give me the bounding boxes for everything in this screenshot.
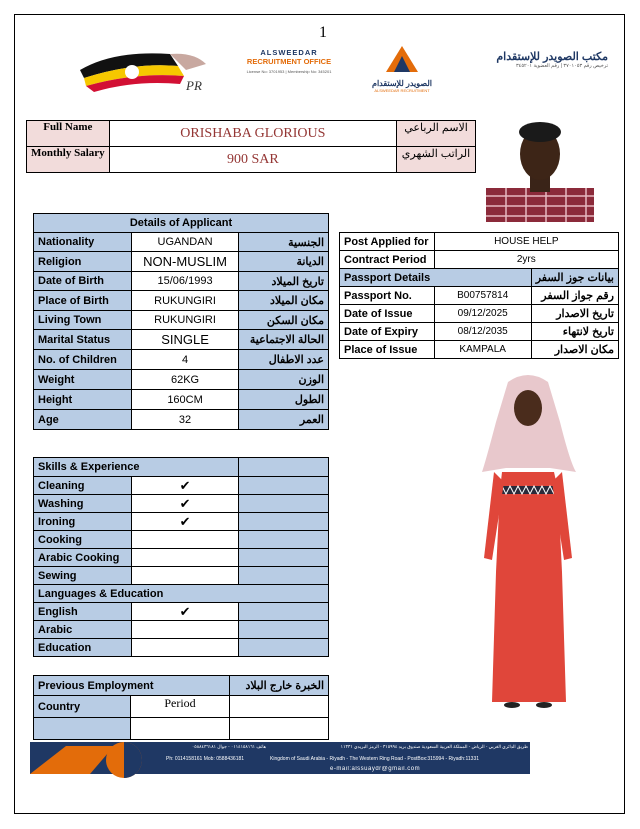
skill-check <box>132 567 238 585</box>
detail-row <box>34 272 329 291</box>
passport-value: 09/12/2025 <box>434 305 531 323</box>
detail-label: Age <box>34 410 132 430</box>
detail-ar: الطول <box>238 390 328 410</box>
detail-ar: مكان السكن <box>238 311 328 330</box>
skills-table <box>33 457 329 657</box>
skill-row <box>34 549 329 567</box>
footer-email: e-mail:alssuaydr@gmail.com <box>330 766 421 772</box>
detail-ar: الحالة الاجتماعية <box>238 330 328 350</box>
passport-label: Date of Expiry <box>340 323 435 341</box>
country-label: Country <box>34 696 131 718</box>
skill-label: Cleaning <box>34 477 132 495</box>
detail-row <box>34 311 329 330</box>
detail-value: 160CM <box>132 390 238 410</box>
passport-value: KAMPALA <box>434 341 531 359</box>
skill-label: Arabic Cooking <box>34 549 132 567</box>
pr-logo <box>74 44 214 100</box>
passport-row <box>340 323 619 341</box>
full-body-photo <box>478 372 578 708</box>
detail-ar: تاريخ الميلاد <box>238 272 328 291</box>
detail-value: 62KG <box>132 370 238 390</box>
detail-value: NON-MUSLIM <box>132 252 238 272</box>
detail-row <box>34 350 329 370</box>
employment-title: Previous Employment <box>34 676 230 696</box>
skill-check: ✔ <box>132 495 238 513</box>
detail-row <box>34 330 329 350</box>
skill-check: ✔ <box>132 513 238 531</box>
skills-title-blank <box>238 458 328 477</box>
languages-title: Languages & Education <box>34 585 329 603</box>
full-name-label: Full Name <box>27 121 110 147</box>
page-number: 1 <box>319 24 327 41</box>
passport-row <box>340 305 619 323</box>
language-label: Education <box>34 639 132 657</box>
detail-label: Nationality <box>34 233 132 252</box>
skill-row <box>34 495 329 513</box>
salary-ar: الراتب الشهري <box>397 147 476 173</box>
alsweedar-subtitle: RECRUITMENT OFFICE <box>246 57 332 66</box>
detail-ar: الديانة <box>238 252 328 272</box>
language-blank <box>238 621 328 639</box>
center-logo-ar: الصويدر للإستقدام <box>372 79 432 88</box>
passport-ar: تاريخ لانتهاء <box>531 323 618 341</box>
full-name-value: ORISHABA GLORIOUS <box>109 121 396 147</box>
language-check <box>132 639 238 657</box>
passport-title-ar: بيانات جوز السفر <box>531 269 618 287</box>
skill-row <box>34 567 329 585</box>
right-logo-ar: مكتب الصويدر للإستقدام <box>496 51 608 63</box>
employment-row-blank <box>230 718 329 740</box>
detail-ar: العمر <box>238 410 328 430</box>
headshot-photo <box>486 116 594 222</box>
detail-row <box>34 370 329 390</box>
passport-label: Place of Issue <box>340 341 435 359</box>
language-blank <box>238 603 328 621</box>
language-label: English <box>34 603 132 621</box>
center-logo <box>360 44 444 98</box>
detail-value: UGANDAN <box>132 233 238 252</box>
detail-label: Religion <box>34 252 132 272</box>
employment-row-blank <box>131 718 230 740</box>
passport-ar: تاريخ الاصدار <box>531 305 618 323</box>
right-logo-sub: ترخيص رقم ٣٧٠١٠٥٣ | رقم العضوية ٣٤٥٢٠١ <box>515 63 608 69</box>
skill-label: Ironing <box>34 513 132 531</box>
skill-row <box>34 531 329 549</box>
full-name-ar: الاسم الرباعي <box>397 121 476 147</box>
detail-row <box>34 390 329 410</box>
skill-blank <box>238 477 328 495</box>
footer-banner <box>30 742 530 778</box>
detail-value: RUKUNGIRI <box>132 291 238 311</box>
triangle-logo-icon <box>382 44 422 74</box>
detail-ar: الجنسية <box>238 233 328 252</box>
skill-row <box>34 513 329 531</box>
language-check <box>132 621 238 639</box>
passport-value: 08/12/2035 <box>434 323 531 341</box>
skill-label: Sewing <box>34 567 132 585</box>
alsweedar-license: License No: 3701953 | Membership No: 345201 <box>246 69 332 74</box>
passport-row <box>340 341 619 359</box>
passport-ar: مكان الاصدار <box>531 341 618 359</box>
detail-label: Height <box>34 390 132 410</box>
detail-row <box>34 233 329 252</box>
period-label: Period <box>131 696 230 718</box>
detail-label: No. of Children <box>34 350 132 370</box>
language-row <box>34 621 329 639</box>
footer-phone-ar: هاتف ٠١١٤١٥٨١٦١ - جوال ٠٥٨٨٤٣٦١٨١ <box>191 744 266 749</box>
skill-check: ✔ <box>132 477 238 495</box>
detail-value: SINGLE <box>132 330 238 350</box>
detail-label: Place of Birth <box>34 291 132 311</box>
footer-address-en: Kingdom of Saudi Arabia - Riyadh - The Western Ring Road - PostBox:315994 - Riyadh:11331 <box>270 756 480 762</box>
passport-row <box>340 287 619 305</box>
skill-check <box>132 549 238 567</box>
right-logo <box>458 50 608 80</box>
skill-row <box>34 477 329 495</box>
detail-value: RUKUNGIRI <box>132 311 238 330</box>
salary-label: Monthly Salary <box>27 147 110 173</box>
language-row <box>34 603 329 621</box>
skill-blank <box>238 567 328 585</box>
pr-logo-text: PR <box>186 78 202 93</box>
detail-value: 32 <box>132 410 238 430</box>
passport-ar: رقم جواز السفر <box>531 287 618 305</box>
skill-label: Cooking <box>34 531 132 549</box>
employment-title-ar: الخبرة خارج البلاد <box>230 676 329 696</box>
language-row <box>34 639 329 657</box>
employment-blank <box>230 696 329 718</box>
language-blank <box>238 639 328 657</box>
post-value: HOUSE HELP <box>434 233 618 251</box>
skill-label: Washing <box>34 495 132 513</box>
skills-title: Skills & Experience <box>34 458 239 477</box>
language-check: ✔ <box>132 603 238 621</box>
footer-ar-line: طريق الدائري الغربي - الرياض - المملكة العربية السعودية صندوق بريد ٣١٥٩٩٤ - الرمز البريدي ١١٣٣١ <box>340 744 528 749</box>
detail-value: 4 <box>132 350 238 370</box>
detail-label: Date of Birth <box>34 272 132 291</box>
applicant-details-table <box>33 213 329 430</box>
passport-label: Passport No. <box>340 287 435 305</box>
center-logo-en: ALSWEEDAR RECRUITMENT <box>374 88 430 93</box>
detail-row <box>34 252 329 272</box>
contract-label: Contract Period <box>340 251 435 269</box>
detail-row <box>34 291 329 311</box>
passport-title: Passport Details <box>340 269 532 287</box>
skill-blank <box>238 495 328 513</box>
detail-value: 15/06/1993 <box>132 272 238 291</box>
skill-blank <box>238 531 328 549</box>
detail-label: Marital Status <box>34 330 132 350</box>
footer-phone-en: Ph: 0114158161 Mob: 0588436181 <box>166 756 245 762</box>
detail-label: Weight <box>34 370 132 390</box>
alsweedar-office-logo <box>234 48 344 86</box>
contract-value: 2yrs <box>434 251 618 269</box>
alsweedar-title: ALSWEEDAR <box>260 48 318 57</box>
skill-check <box>132 531 238 549</box>
details-title: Details of Applicant <box>34 214 329 233</box>
detail-ar: عدد الاطفال <box>238 350 328 370</box>
language-label: Arabic <box>34 621 132 639</box>
post-label: Post Applied for <box>340 233 435 251</box>
detail-ar: مكان الميلاد <box>238 291 328 311</box>
previous-employment-table <box>33 675 329 740</box>
name-salary-table <box>26 120 476 173</box>
salary-value: 900 SAR <box>109 147 396 173</box>
passport-value: B00757814 <box>434 287 531 305</box>
post-passport-table <box>339 232 619 359</box>
detail-row <box>34 410 329 430</box>
skill-blank <box>238 513 328 531</box>
passport-label: Date of Issue <box>340 305 435 323</box>
detail-ar: الوزن <box>238 370 328 390</box>
skill-blank <box>238 549 328 567</box>
detail-label: Living Town <box>34 311 132 330</box>
employment-row-blank <box>34 718 131 740</box>
